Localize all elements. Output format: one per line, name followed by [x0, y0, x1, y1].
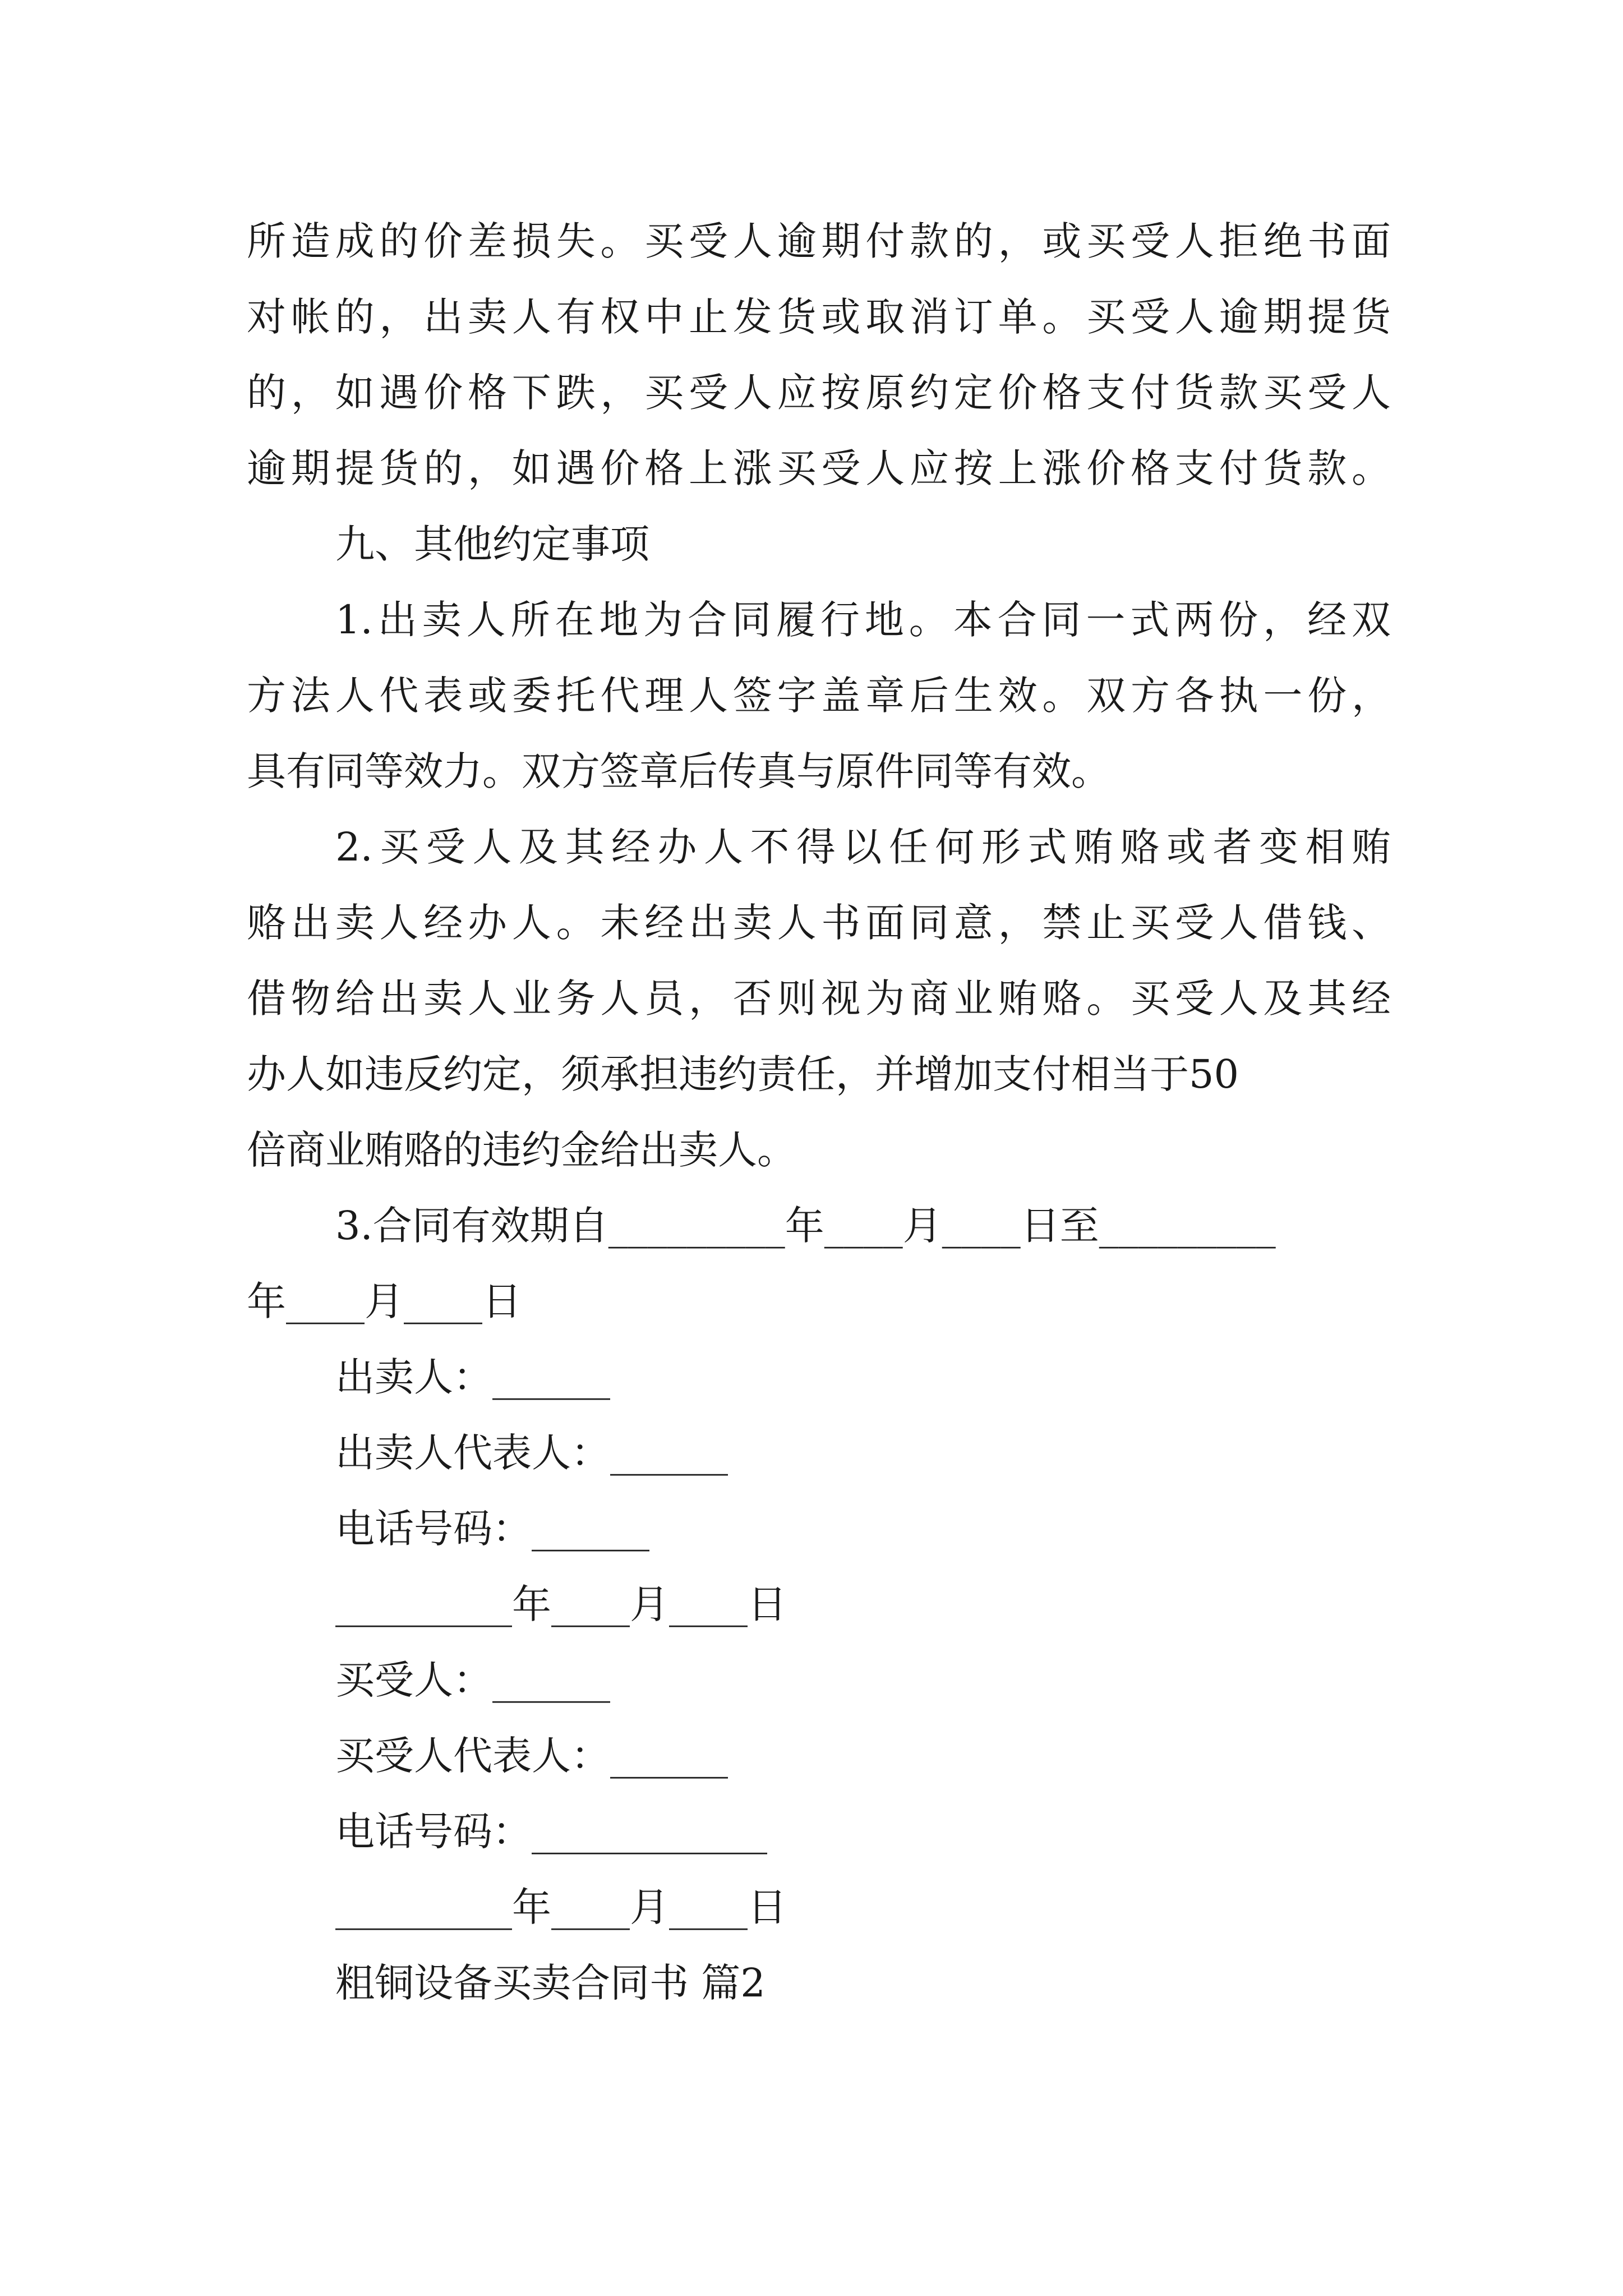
section-heading: 九、其他约定事项 — [335, 521, 649, 567]
seller-date-field: _________年____月____日 — [335, 1581, 787, 1627]
buyer-date-field: _________年____月____日 — [335, 1884, 787, 1930]
text-line: 赂出卖人经办人。未经出卖人书面同意，禁止买受人借钱、 — [247, 900, 1391, 946]
text-line: 1.出卖人所在地为合同履行地。本合同一式两份，经双 — [335, 597, 1391, 643]
text-line: 3.合同有效期自_________年____月____日至_________ — [335, 1203, 1276, 1249]
text-line: 逾期提货的，如遇价格上涨买受人应按上涨价格支付货款。 — [247, 445, 1391, 491]
text-line: 倍商业贿赂的违约金给出卖人。 — [247, 1127, 796, 1173]
text-line: 2.买受人及其经办人不得以任何形式贿赂或者变相贿 — [335, 824, 1391, 870]
next-section-title: 粗铜设备买卖合同书 篇2 — [335, 1960, 766, 2006]
text-line: 具有同等效力。双方签章后传真与原件同等有效。 — [247, 748, 1110, 794]
text-line: 方法人代表或委托代理人签字盖章后生效。双方各执一份， — [247, 673, 1391, 719]
seller-representative-field: 出卖人代表人：______ — [335, 1430, 728, 1476]
text-line: 对帐的，出卖人有权中止发货或取消订单。买受人逾期提货 — [247, 294, 1391, 340]
text-line: 所造成的价差损失。买受人逾期付款的，或买受人拒绝书面 — [247, 218, 1391, 264]
text-line: 借物给出卖人业务人员，否则视为商业贿赂。买受人及其经 — [247, 976, 1391, 1022]
seller-phone-field: 电话号码：______ — [335, 1506, 649, 1552]
text-line: 的，如遇价格下跌，买受人应按原约定价格支付货款买受人 — [247, 370, 1391, 416]
text-line: 年____月____日 — [247, 1278, 522, 1324]
buyer-field: 买受人：______ — [335, 1657, 610, 1703]
seller-field: 出卖人：______ — [335, 1354, 610, 1400]
text-line: 办人如违反约定，须承担违约责任，并增加支付相当于50 — [247, 1051, 1239, 1097]
buyer-representative-field: 买受人代表人：______ — [335, 1733, 728, 1779]
buyer-phone-field: 电话号码：____________ — [335, 1809, 767, 1855]
